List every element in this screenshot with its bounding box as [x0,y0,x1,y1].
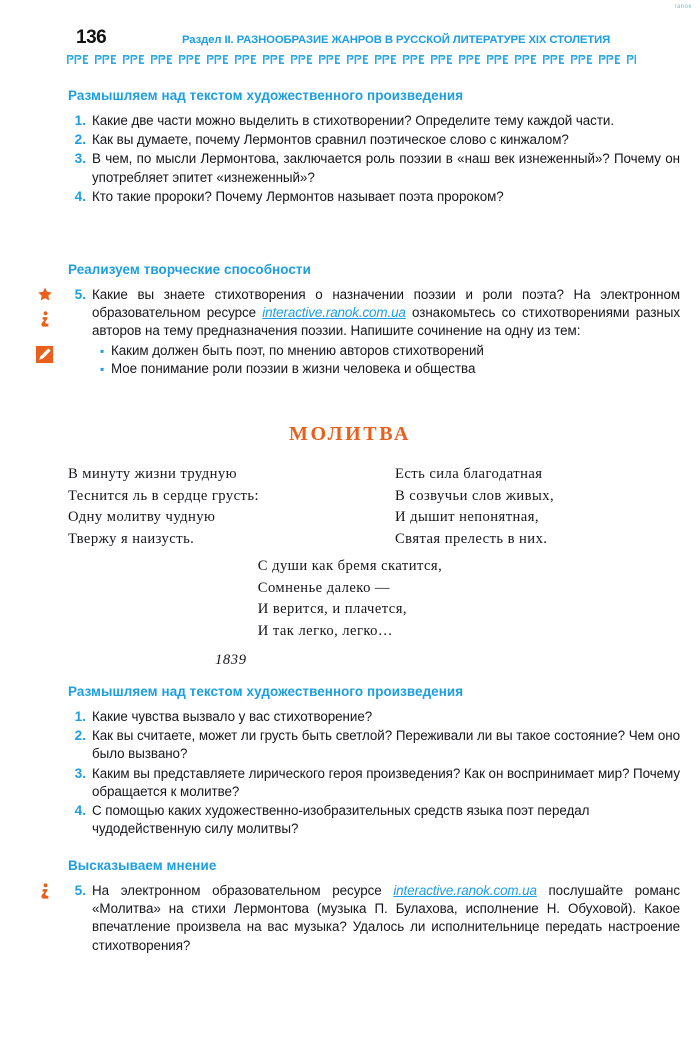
section-heading-reflect-2: Размышляем над текстом художественного произведения [68,684,464,699]
poem-stanzas-two-column [68,464,638,550]
question-list-opinion [68,882,680,956]
section-heading-creative: Реализуем творческие способности [68,262,311,277]
bullet-text: Каким должен быть поэт, по мнению авторов стихотворений [111,342,484,358]
poem-line: В минуту жизни трудную [68,466,237,482]
ornament-motif [346,54,370,65]
question-number: 4. [74,188,86,204]
question-number: 5. [74,287,86,302]
question-number: 2. [74,728,86,744]
question-text: С помощью каких художественно-изобразительных средств языка поэт передал чудодейственную силу молитвы? [92,803,590,837]
bullet-list-topics [100,342,680,378]
interactive-resource-link[interactable]: interactive.ranok.com.ua [262,305,406,321]
question-text: Кто такие пророки? Почему Лермонтов называет поэта пророком? [92,188,504,204]
question-text-after-link: ознакомьтесь со стихотворениями разных авторов на тему предназначения поэзии. Напишите сочинение на одну из тем: [92,305,680,339]
question-list-creative [68,286,680,379]
question-item [68,131,680,149]
ornament-motif [458,54,482,65]
poem-line: Твержу я наизусть. [68,530,195,547]
question-text-after-link: послушайте романс «Молитва» на стихи Лермонтова (музыка П. Булахова, исполнение Н. Обуховой). Какое впечатление произвела на вас музыка? Удалось ли исполнительнице передать настроение стихотворения? [92,883,680,953]
ornament-motif [626,54,636,65]
poem-line: Сомненье далеко — [257,579,390,596]
ornament-motif [318,54,342,65]
question-item [68,765,680,801]
ornament-motif [178,54,202,65]
ornament-motif [570,54,594,65]
ornament-motif [122,54,146,65]
question-number: 1. [74,709,86,724]
question-number: 2. [74,132,86,148]
ornament-motif [290,54,314,65]
page-number: 136 [76,27,107,48]
question-number: 3. [74,765,86,781]
watermark: ranok [674,4,692,10]
question-list-1 [68,112,680,207]
question-text [92,882,680,955]
bullet-marker: ▪ [100,361,105,376]
question-text: Каким вы представляете лирического героя произведения? Как он воспринимает мир? Почему обращается к молитве? [92,765,680,799]
poem-line: И верится, и плачется, [257,601,407,617]
poem-title: МОЛИТВА [289,423,411,445]
ornament-motif [262,54,286,65]
question-text [92,286,680,378]
ornament-motif [514,54,538,65]
ornament-divider [66,51,636,67]
question-text-before-link: На электронном образовательном ресурсе [92,883,394,898]
page-header [0,27,700,49]
question-item [68,112,680,130]
poem-line: Есть сила благодатная [395,466,543,482]
question-text: Как вы думаете, почему Лермонтов сравнил поэтическое слово с кинжалом? [92,132,569,148]
question-number: 4. [74,803,86,819]
question-number: 1. [74,113,86,128]
poem-line: Теснится ль в сердце грусть: [68,487,259,504]
question-item [68,708,680,726]
question-item [68,727,680,763]
pencil-note-icon [35,345,53,363]
question-text-before-link: Какие вы знаете стихотворения о назначении поэзии и роли поэта? На электронном образовательном ресурсе [92,287,680,321]
bullet-item [100,360,680,378]
poem-line: Святая прелесть в них. [395,530,548,547]
question-text: Как вы считаете, может ли грусть быть светлой? Переживали ли вы такое состояние? Чем оно было вызвано? [92,728,680,762]
poem-line: В созвучьи слов живых, [395,487,555,504]
poem-line: И так легко, легко… [257,622,393,639]
question-number: 5. [74,883,86,898]
ornament-motif [598,54,622,65]
question-text: В чем, по мысли Лермонтова, заключается роль поэзии в «наш век изнеженный»? Почему он употребляет эпитет «изнеженный»? [92,151,680,185]
question-item [68,150,680,186]
question-list-2 [68,708,680,839]
question-text: Какие две части можно выделить в стихотворении? Определите тему каждой части. [92,113,615,128]
ornament-motif [402,54,426,65]
poem-line: С души как бремя скатится, [257,558,443,574]
bullet-item [100,342,680,360]
question-text: Какие чувства вызвало у вас стихотворение? [92,709,373,724]
section-heading-opinion: Высказываем мнение [68,858,217,873]
section-heading-reflect-1: Размышляем над текстом художественного произведения [68,88,464,103]
ornament-motif [486,54,510,65]
ornament-motif [94,54,118,65]
bullet-marker: ▪ [100,343,105,358]
running-title: Раздел II. РАЗНООБРАЗИЕ ЖАНРОВ В РУССКОЙ ЛИТЕРАТУРЕ XIX СТОЛЕТИЯ [181,34,611,46]
poem-stanza-left [68,464,353,550]
info-icon [37,882,55,900]
ornament-motif [542,54,566,65]
interactive-resource-link[interactable]: interactive.ranok.com.ua [393,883,537,898]
ornament-motif [206,54,230,65]
poem-line: И дышит непонятная, [395,509,539,525]
ornament-motif [430,54,454,65]
poem-stanza-center [0,556,700,642]
question-number: 3. [74,151,86,167]
question-item [68,188,680,206]
info-icon [37,310,55,328]
ornament-motif [150,54,174,65]
ornament-motif [66,54,90,65]
star-icon [36,286,54,304]
poem-date: 1839 [215,652,247,668]
question-item [68,286,680,378]
poem-line: Одну молитву чудную [68,509,216,525]
question-item [68,882,680,955]
ornament-motif [374,54,398,65]
poem-stanza-right [353,464,638,550]
question-item [68,802,680,838]
bullet-text: Мое понимание роли поэзии в жизни человека и общества [111,360,476,376]
ornament-motif [234,54,258,65]
